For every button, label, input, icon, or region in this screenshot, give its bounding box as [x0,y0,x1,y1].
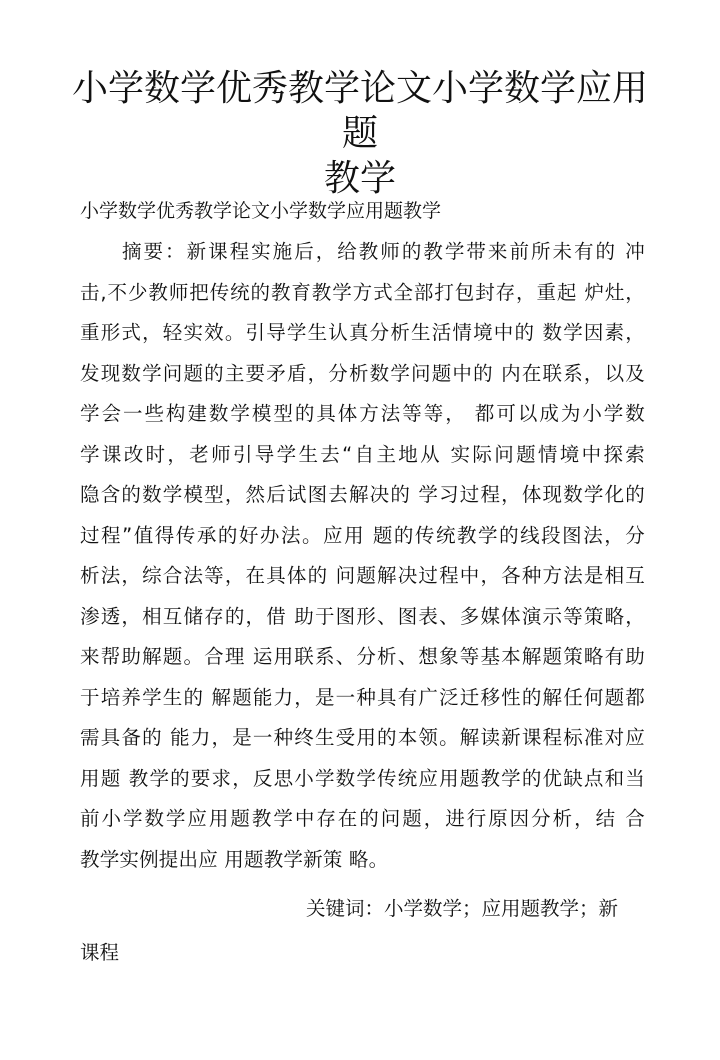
document-subtitle: 小学数学优秀教学论文小学数学应用题教学 [80,200,442,222]
abstract-line: 摘要：新课程实施后，给教师的教学带来前所未有的 冲 [122,240,645,263]
title-line-1: 小学数学优秀教学论文小学数学应用题 [71,68,648,154]
abstract-line: 渗透，相互储存的，借 助于图形、图表、多媒体演示等策略， [80,604,645,628]
abstract-line: 教学实例提出应 用题教学新策 略。 [80,847,389,871]
abstract-line: 学课改时，老师引导学生去“自主地从 实际问题情境中探索 [80,442,645,466]
title-line-2: 教学 [323,158,396,199]
abstract-line: 析法，综合法等，在具体的 问题解决过程中，各种方法是相互 [80,564,645,587]
keywords-line: 关键词：小学数学；应用题教学；新 [306,897,619,920]
abstract-line: 过程”值得传承的好办法。应用 题的传统教学的线段图法，分 [80,523,645,547]
keywords-line-continued: 课程 [80,941,120,964]
abstract-line: 需具备的 能力，是一种终生受用的本领。解读新课程标准对应 [80,726,645,749]
abstract-line: 学会一些构建数学模型的具体方法等等， 都可以成为小学数 [80,402,645,425]
abstract-line: 隐含的数学模型，然后试图去解决的 学习过程，体现数学化的 [80,483,645,506]
document-title [60,66,660,201]
abstract-line: 击,不少教师把传统的教育教学方式全部打包封存，重起 炉灶， [80,280,645,304]
abstract-line: 用题 教学的要求，反思小学数学传统应用题教学的优缺点和当 [80,766,645,790]
abstract-line: 发现数学问题的主要矛盾，分析数学问题中的 内在联系，以及 [80,361,645,385]
abstract-line: 前小学数学应用题教学中存在的问题，进行原因分析，结 合 [80,807,645,830]
abstract-paragraph [80,232,645,880]
abstract-line: 来帮助解题。合理 运用联系、分析、想象等基本解题策略有助 [80,645,645,668]
abstract-line: 重形式，轻实效。引导学生认真分析生活情境中的 数学因素， [80,321,645,344]
abstract-line: 于培养学生的 解题能力，是一种具有广泛迁移性的解任何题都 [80,685,645,709]
